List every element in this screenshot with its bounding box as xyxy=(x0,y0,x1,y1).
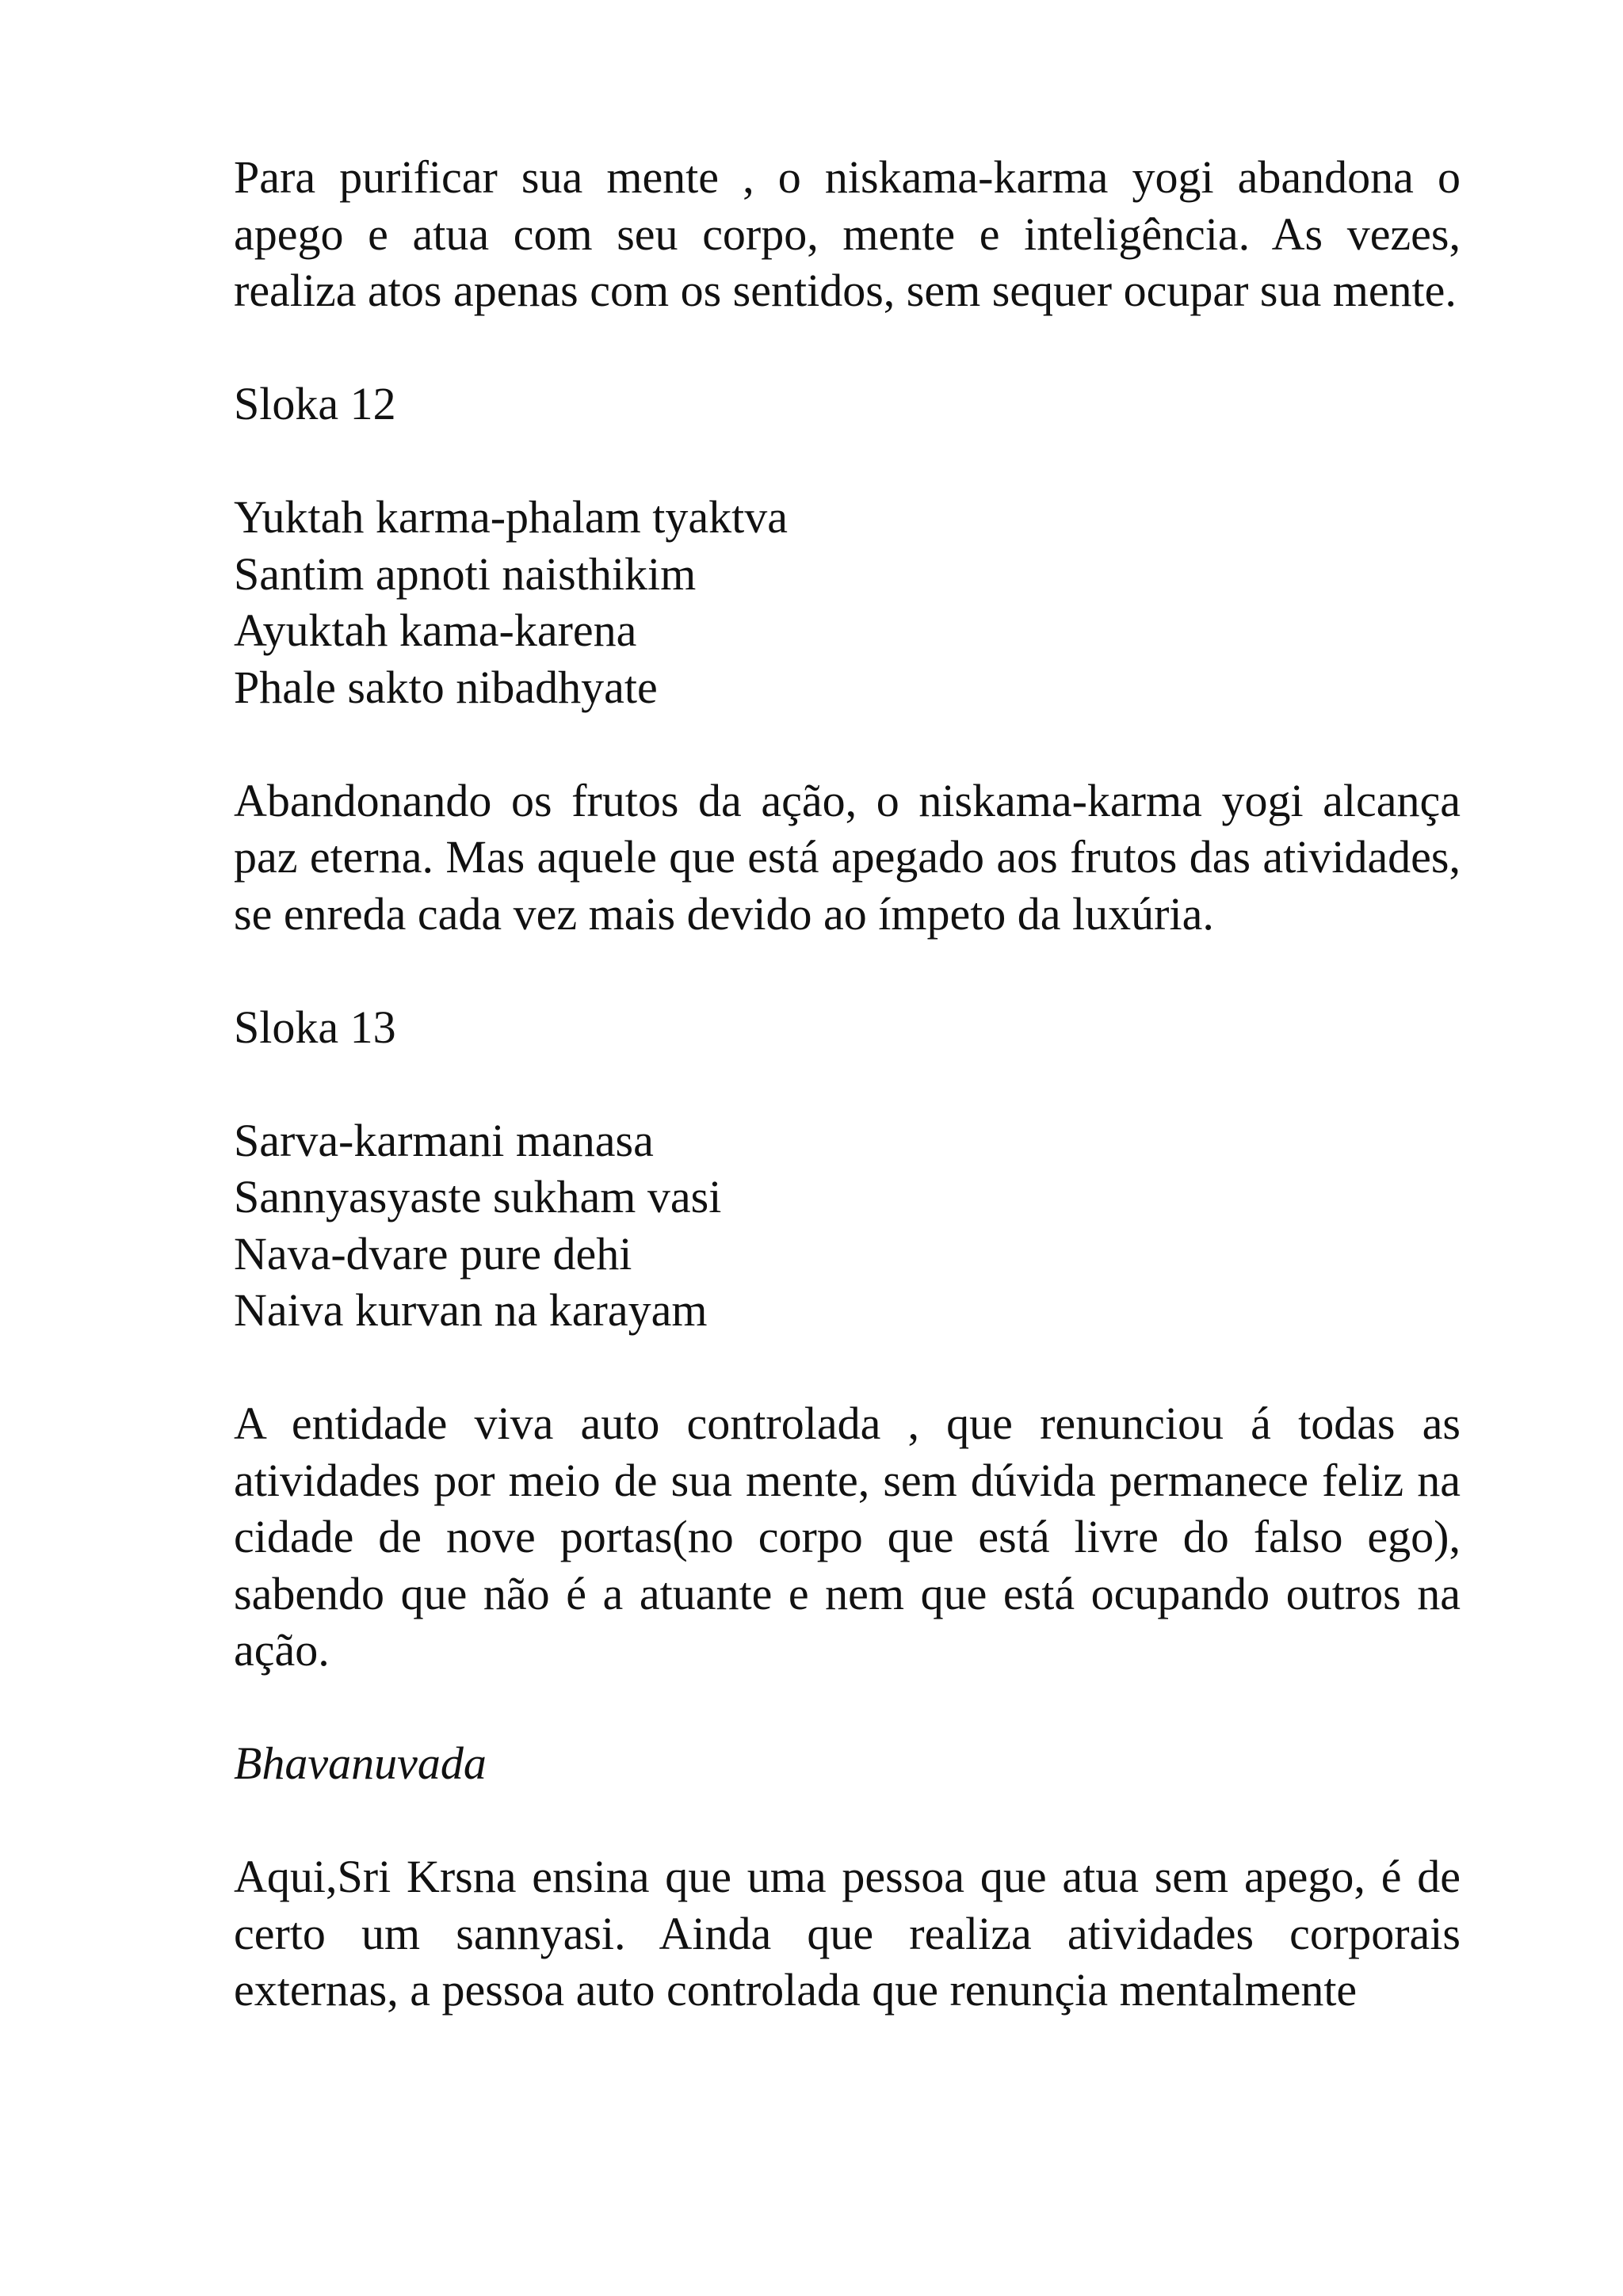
verse-line: Ayuktah kama-karena xyxy=(234,605,637,656)
sloka-12-heading: Sloka 12 xyxy=(234,378,396,429)
spacer xyxy=(234,1792,1461,1849)
verse-line: Yuktah karma-phalam tyaktva xyxy=(234,491,788,543)
paragraph-sloka-12-translation: Abandonando os frutos da ação, o niskama-karma yogi alcança paz eterna. Mas aquele que está apegado aos frutos das atividades, se enreda cada vez mais devido ao ímpeto da luxúria. xyxy=(234,774,1461,940)
spacer xyxy=(234,1339,1461,1396)
paragraph-sloka-13-translation: A entidade viva auto controlada , que renunciou á todas as atividades por meio de sua mente, sem dúvida permanece feliz na cidade de nove portas(no corpo que está livre do falso ego), sabendo que não é a atuante e nem que está ocupando outros na ação. xyxy=(234,1398,1461,1676)
verse-line: Naiva kurvan na karayam xyxy=(234,1284,708,1336)
spacer xyxy=(234,715,1461,772)
verse-line: Sarva-karmani manasa xyxy=(234,1114,654,1166)
verse-line: Nava-dvare pure dehi xyxy=(234,1227,632,1280)
spacer xyxy=(234,1055,1461,1112)
paragraph-bhavanuvada: Aqui,Sri Krsna ensina que uma pessoa que atua sem apego, é de certo um sannyasi. Ainda que realiza atividades corporais externas, a pessoa auto controlada que renunçia mentalmente xyxy=(234,1851,1461,2016)
spacer xyxy=(234,433,1461,490)
bhavanuvada-heading: Bhavanuvada xyxy=(234,1737,487,1789)
verse-line: Phale sakto nibadhyate xyxy=(234,661,658,713)
sloka-12-verse xyxy=(234,489,1461,715)
paragraph-purify-mind: Para purificar sua mente , o niskama-karma yogi abandona o apego e atua com seu corpo, mente e inteligência. As vezes, realiza atos apenas com os sentidos, sem sequer ocupar sua mente. xyxy=(234,151,1461,316)
spacer xyxy=(234,942,1461,999)
sloka-13-heading: Sloka 13 xyxy=(234,1001,396,1053)
spacer xyxy=(234,319,1461,376)
sloka-13-verse xyxy=(234,1112,1461,1339)
spacer xyxy=(234,1679,1461,1736)
verse-line: Sannyasyaste sukham vasi xyxy=(234,1171,722,1222)
document-page xyxy=(234,149,1461,2019)
verse-line: Santim apnoti naisthikim xyxy=(234,547,697,600)
